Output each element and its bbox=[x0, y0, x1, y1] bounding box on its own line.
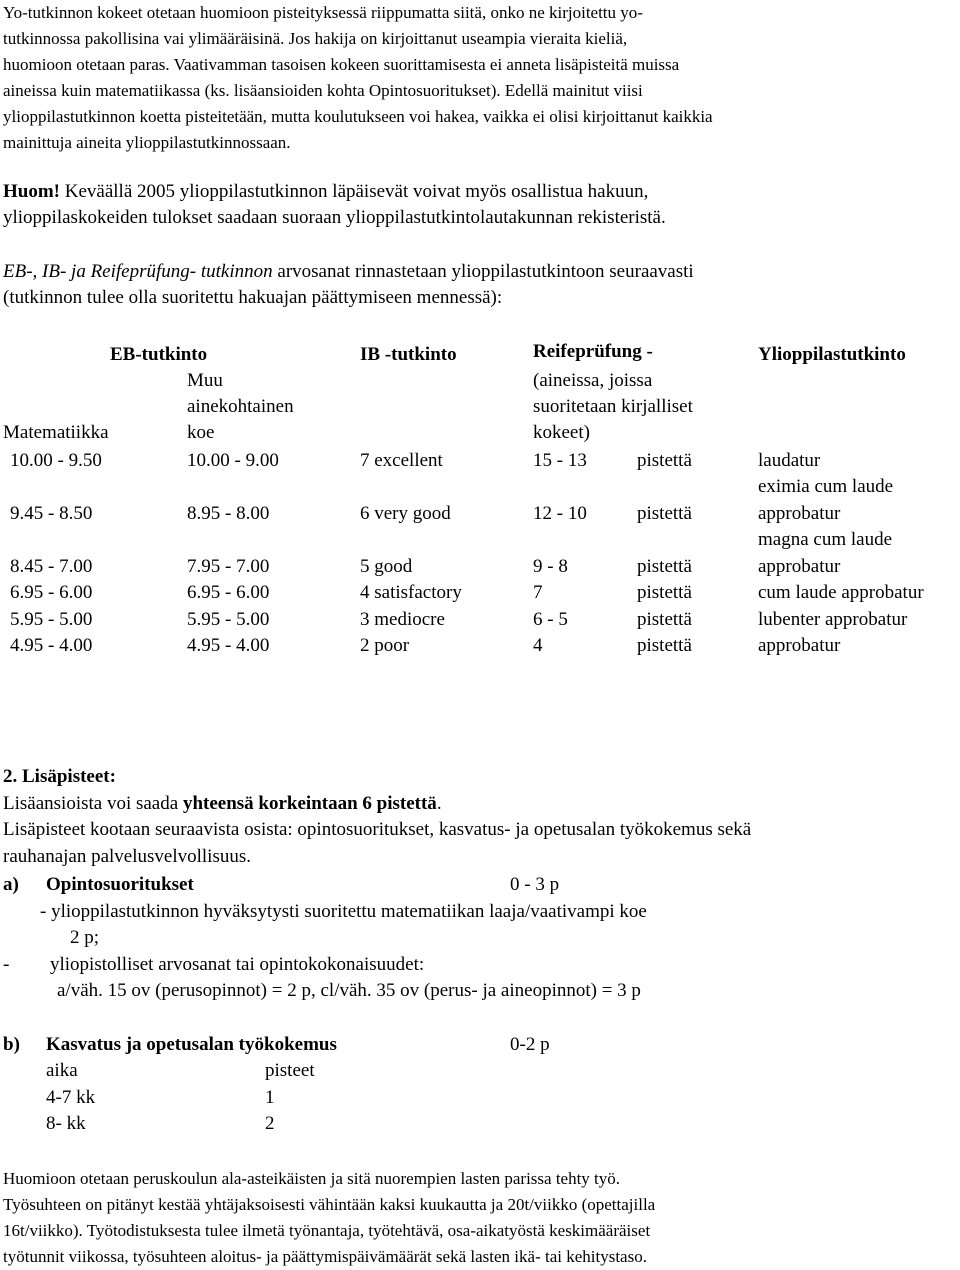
item-b-col-pisteet: pisteet bbox=[265, 1060, 315, 1081]
header-reife-note: (aineissa, joissa bbox=[533, 370, 653, 391]
item-a-line: a/väh. 15 ov (perusopinnot) = 2 p, cl/väh. 35 ov (perus- ja aineopinnot) = 3 p bbox=[57, 980, 641, 1001]
item-a-line: - ylioppilastutkinnon hyväksytysti suoritettu matematiikan laaja/vaativampi koe bbox=[40, 901, 647, 922]
item-a-line: yliopistolliset arvosanat tai opintokokonaisuudet: bbox=[50, 954, 425, 975]
header-yo: Ylioppilastutkinto bbox=[758, 344, 906, 365]
cell-yo: approbatur bbox=[758, 635, 841, 656]
cell-mat: 4.95 - 4.00 bbox=[10, 635, 93, 656]
header-muu: ainekohtainen bbox=[187, 396, 294, 417]
header-reife-note: suoritetaan kirjalliset bbox=[533, 396, 693, 417]
cell-yo-pre: eximia cum laude bbox=[758, 476, 894, 497]
item-a-points: 0 - 3 p bbox=[510, 874, 560, 895]
extra-bold: yhteensä korkeintaan 6 pistettä bbox=[182, 793, 437, 814]
cell-muu: 8.95 - 8.00 bbox=[187, 503, 270, 524]
cell-yo: lubenter approbatur bbox=[758, 609, 908, 630]
footer-line: Työsuhteen on pitänyt kestää yhtäjaksoisesti vähintään kaksi kuukautta ja 20t/viikko (opettajilla bbox=[3, 1195, 656, 1214]
item-b-points: 0-2 p bbox=[510, 1034, 550, 1055]
extra-line: . bbox=[436, 793, 442, 814]
item-b-label: b) bbox=[3, 1034, 20, 1055]
cell-unit: pistettä bbox=[637, 556, 692, 577]
cell-reife: 6 - 5 bbox=[533, 609, 568, 630]
footer-line: 16t/viikko). Työtodistuksesta tulee ilmetä työnantaja, työtehtävä, osa-aikatyöstä keskimääräiset bbox=[3, 1221, 651, 1240]
cell-mat: 10.00 - 9.50 bbox=[10, 450, 102, 471]
cell-yo: cum laude approbatur bbox=[758, 582, 924, 603]
cell-ib: 4 satisfactory bbox=[360, 582, 462, 603]
cell-reife: 4 bbox=[533, 635, 543, 656]
cell-reife: 12 - 10 bbox=[533, 503, 587, 524]
extra-line: Lisäansioista voi saada bbox=[3, 793, 183, 814]
intro-line: ylioppilastutkinnon koetta pisteitetään, mutta koulutukseen voi hakea, vaikka ei olisi kirjoittanut kaikkia bbox=[3, 107, 713, 126]
header-eb: EB-tutkinto bbox=[110, 344, 208, 365]
extra-line: rauhanajan palvelusvelvollisuus. bbox=[3, 846, 251, 867]
header-reife-note: kokeet) bbox=[533, 422, 590, 443]
cell-muu: 5.95 - 5.00 bbox=[187, 609, 270, 630]
cell-ib: 2 poor bbox=[360, 635, 410, 656]
header-reife: Reifeprüfung - bbox=[533, 341, 653, 362]
item-a-dash: - bbox=[3, 954, 10, 975]
cell-unit: pistettä bbox=[637, 582, 692, 603]
equivalence-italic: EB-, IB- ja Reifeprüfung- tutkinnon bbox=[3, 261, 273, 282]
cell-yo: laudatur bbox=[758, 450, 821, 471]
header-ib: IB -tutkinto bbox=[360, 344, 457, 365]
item-b-col-aika: aika bbox=[46, 1060, 78, 1081]
cell-reife: 15 - 13 bbox=[533, 450, 587, 471]
footer-line: työtunnit viikossa, työsuhteen aloitus- ja päättymispäivämäärät sekä lasten ikä- tai kehitystaso. bbox=[3, 1247, 647, 1266]
cell-reife: 9 - 8 bbox=[533, 556, 568, 577]
cell-yo: approbatur bbox=[758, 556, 841, 577]
item-b-title: Kasvatus ja opetusalan työkokemus bbox=[46, 1034, 337, 1055]
equivalence-line: (tutkinnon tulee olla suoritettu hakuajan päättymiseen mennessä): bbox=[3, 287, 503, 308]
item-a-line: 2 p; bbox=[70, 927, 100, 948]
cell-mat: 5.95 - 5.00 bbox=[10, 609, 93, 630]
cell-mat: 9.45 - 8.50 bbox=[10, 503, 93, 524]
item-a-title: Opintosuoritukset bbox=[46, 874, 194, 895]
cell-muu: 7.95 - 7.00 bbox=[187, 556, 270, 577]
cell-ib: 5 good bbox=[360, 556, 413, 577]
cell-reife: 7 bbox=[533, 582, 543, 603]
intro-line: mainittuja aineita ylioppilastutkinnossaan. bbox=[3, 133, 291, 152]
equivalence-line: arvosanat rinnastetaan ylioppilastutkintoon seuraavasti bbox=[272, 261, 694, 282]
cell-muu: 4.95 - 4.00 bbox=[187, 635, 270, 656]
cell-muu: 10.00 - 9.00 bbox=[187, 450, 279, 471]
huom-label: Huom! bbox=[3, 181, 60, 202]
intro-line: huomioon otetaan paras. Vaativamman tasoisen kokeen suorittamisesta ei anneta lisäpisteitä muissa bbox=[3, 55, 680, 74]
intro-line: aineissa kuin matematiikassa (ks. lisäansioiden kohta Opintosuoritukset). Edellä mainitut viisi bbox=[3, 81, 643, 100]
extra-line: Lisäpisteet kootaan seuraavista osista: opintosuoritukset, kasvatus- ja opetusalan työkokemus sekä bbox=[3, 819, 752, 840]
cell-unit: pistettä bbox=[637, 609, 692, 630]
cell-yo-pre: magna cum laude bbox=[758, 529, 893, 550]
cell-mat: 8.45 - 7.00 bbox=[10, 556, 93, 577]
intro-line: tutkinnossa pakollisina vai ylimääräisinä. Jos hakija on kirjoittanut useampia vieraita kieliä, bbox=[3, 29, 628, 48]
huom-line: Keväällä 2005 ylioppilastutkinnon läpäisevät voivat myös osallistua hakuun, bbox=[60, 181, 649, 202]
cell-ib: 7 excellent bbox=[360, 450, 443, 471]
cell-yo: approbatur bbox=[758, 503, 841, 524]
intro-line: Yo-tutkinnon kokeet otetaan huomioon pisteityksessä riippumatta siitä, onko ne kirjoitettu yo- bbox=[3, 3, 643, 22]
cell-ib: 6 very good bbox=[360, 503, 451, 524]
section-heading: 2. Lisäpisteet: bbox=[3, 766, 116, 787]
footer-line: Huomioon otetaan peruskoulun ala-asteikäisten ja sitä nuorempien lasten parissa tehty työ. bbox=[3, 1169, 621, 1188]
cell-unit: pistettä bbox=[637, 450, 692, 471]
item-b-aika: 8- kk bbox=[46, 1113, 86, 1134]
header-matematiikka: Matematiikka bbox=[3, 422, 109, 443]
cell-muu: 6.95 - 6.00 bbox=[187, 582, 270, 603]
huom-line: ylioppilaskokeiden tulokset saadaan suoraan ylioppilastutkintolautakunnan rekisteristä. bbox=[3, 207, 666, 228]
cell-unit: pistettä bbox=[637, 635, 692, 656]
item-a-label: a) bbox=[3, 874, 19, 895]
cell-mat: 6.95 - 6.00 bbox=[10, 582, 93, 603]
header-muu: koe bbox=[187, 422, 215, 443]
item-b-pisteet: 2 bbox=[265, 1113, 275, 1134]
item-b-aika: 4-7 kk bbox=[46, 1087, 96, 1108]
header-muu: Muu bbox=[187, 370, 223, 391]
cell-unit: pistettä bbox=[637, 503, 692, 524]
cell-ib: 3 mediocre bbox=[360, 609, 445, 630]
item-b-pisteet: 1 bbox=[265, 1087, 275, 1108]
